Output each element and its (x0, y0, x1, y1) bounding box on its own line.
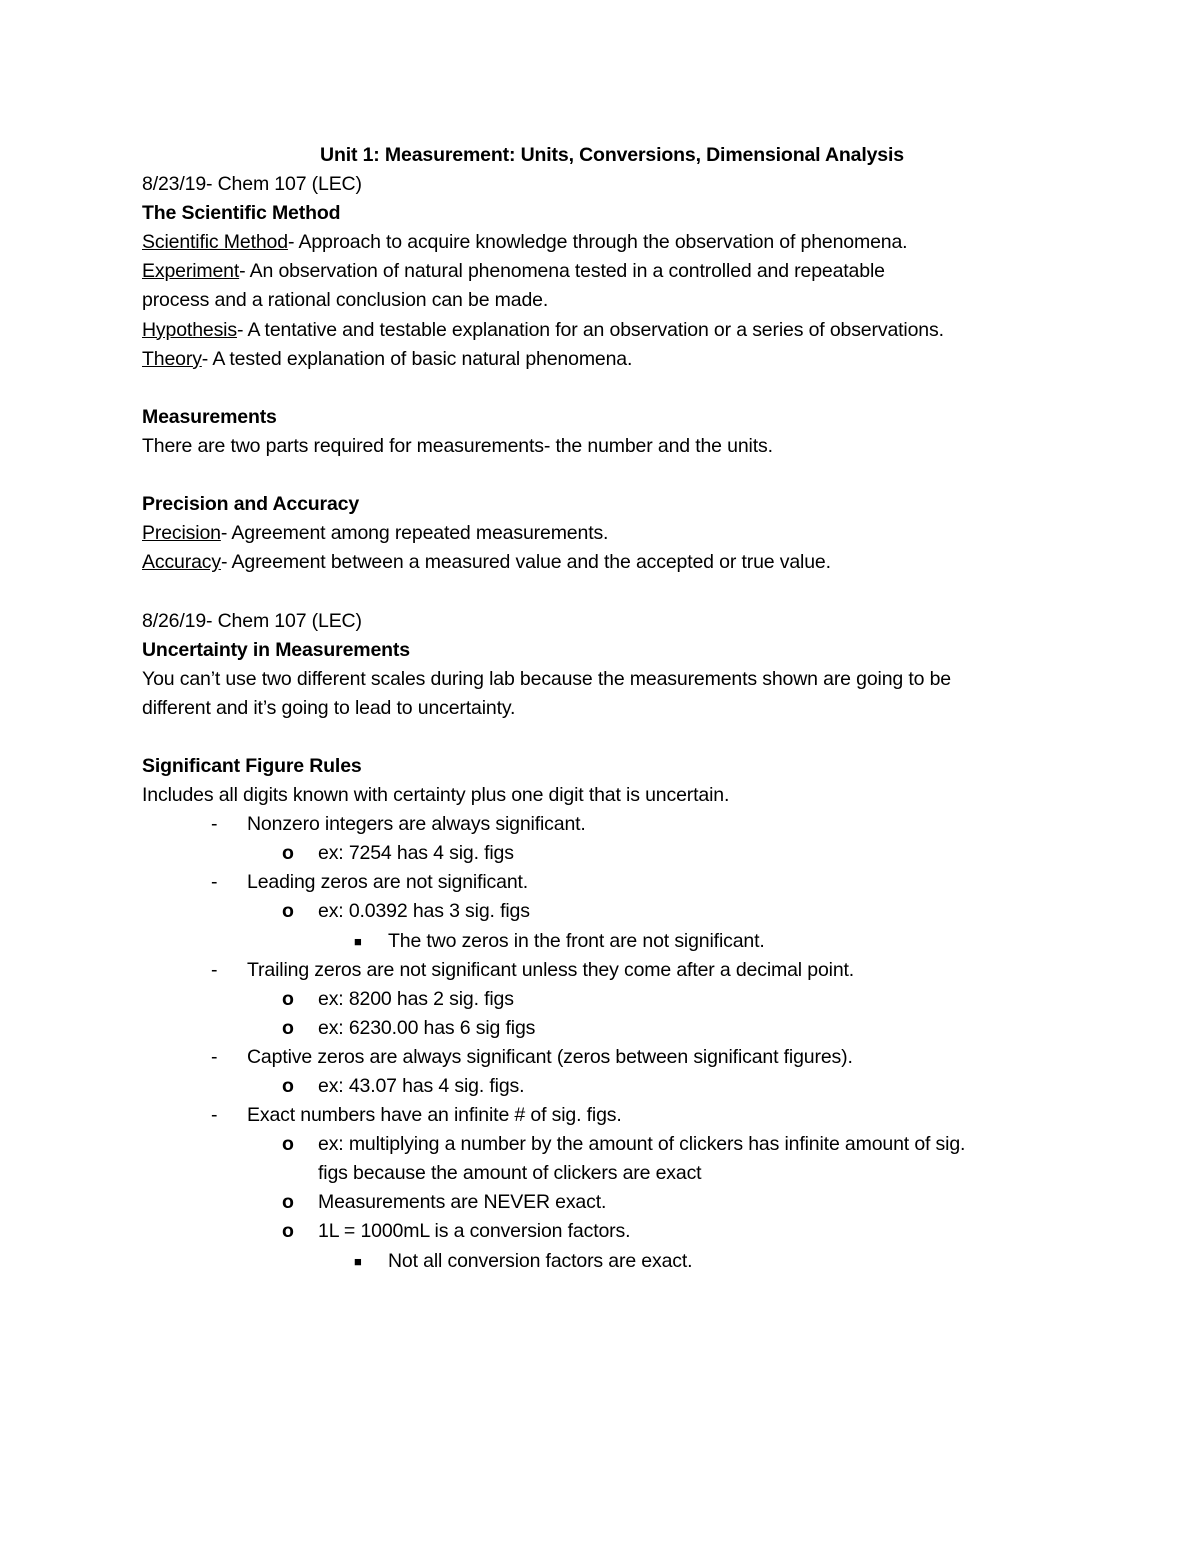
list-item (142, 1130, 1082, 1159)
term-experiment: Experiment (142, 260, 240, 283)
example-text-continued: figs because the amount of clickers are exact (318, 1162, 702, 1185)
list-item (142, 897, 1082, 926)
circle-bullet: o (282, 842, 294, 865)
precision-accuracy-heading: Precision and Accuracy (142, 493, 360, 516)
dash-bullet: - (211, 958, 218, 981)
uncertainty-heading: Uncertainty in Measurements (142, 638, 410, 661)
dash-bullet: - (211, 1104, 218, 1127)
list-item (142, 868, 1082, 897)
term-accuracy: Accuracy (142, 551, 221, 574)
sigfig-intro: Includes all digits known with certainty plus one digit that is uncertain. (142, 784, 730, 807)
list-item (142, 810, 1082, 839)
list-item-continued (142, 1159, 1082, 1188)
measurements-text: There are two parts required for measurements- the number and the units. (142, 434, 773, 457)
rule-leading-zeros: Leading zeros are not significant. (247, 871, 529, 894)
note-text: The two zeros in the front are not significant. (388, 929, 765, 952)
square-bullet: ■ (354, 1253, 362, 1269)
example-text: ex: 8200 has 2 sig. figs (318, 987, 514, 1010)
example-text: ex: multiplying a number by the amount of clickers has infinite amount of sig. (318, 1133, 966, 1156)
list-item (142, 956, 1082, 985)
blank-line (142, 374, 1082, 403)
example-text: Measurements are NEVER exact. (318, 1191, 607, 1214)
example-text: 1L = 1000mL is a conversion factors. (318, 1220, 631, 1243)
rule-captive-zeros: Captive zeros are always significant (zeros between significant figures). (247, 1045, 853, 1068)
definition-theory (142, 345, 1082, 374)
list-item (142, 1188, 1082, 1217)
note-text: Not all conversion factors are exact. (388, 1249, 693, 1272)
document-title: Unit 1: Measurement: Units, Conversions, Dimensional Analysis (320, 144, 904, 166)
circle-bullet: o (282, 900, 294, 923)
rule-exact-numbers: Exact numbers have an infinite # of sig. figs. (247, 1104, 622, 1127)
rule-nonzero: Nonzero integers are always significant. (247, 813, 586, 836)
definition-text: - An observation of natural phenomena tested in a controlled and repeatable (239, 260, 885, 283)
measurements-heading: Measurements (142, 405, 277, 428)
blank-line (142, 577, 1082, 606)
sigfig-heading: Significant Figure Rules (142, 754, 362, 777)
dash-bullet: - (211, 813, 218, 836)
lecture-date-1: 8/23/19- Chem 107 (LEC) (142, 173, 362, 196)
definition-hypothesis (142, 316, 1082, 345)
term-theory: Theory (142, 347, 202, 370)
square-bullet: ■ (354, 933, 362, 949)
list-item (142, 1247, 1082, 1276)
list-item (142, 1072, 1082, 1101)
definition-scientific-method (142, 228, 1082, 257)
definition-accuracy (142, 548, 1082, 577)
lecture-date-2: 8/26/19- Chem 107 (LEC) (142, 609, 362, 632)
circle-bullet: o (282, 1133, 294, 1156)
list-item (142, 839, 1082, 868)
list-item (142, 1014, 1082, 1043)
definition-precision (142, 519, 1082, 548)
term-precision: Precision (142, 522, 221, 545)
document-page (142, 141, 1082, 1276)
uncertainty-text-line-1: You can’t use two different scales during lab because the measurements shown are going to be (142, 667, 951, 690)
example-text: ex: 7254 has 4 sig. figs (318, 842, 514, 865)
circle-bullet: o (282, 1191, 294, 1214)
circle-bullet: o (282, 1220, 294, 1243)
rule-trailing-zeros: Trailing zeros are not significant unless they come after a decimal point. (247, 958, 855, 981)
uncertainty-text-line-2: different and it’s going to lead to uncertainty. (142, 696, 516, 719)
definition-text: - Agreement between a measured value and the accepted or true value. (221, 551, 831, 574)
example-text: ex: 0.0392 has 3 sig. figs (318, 900, 530, 923)
dash-bullet: - (211, 1045, 218, 1068)
definition-text: - Agreement among repeated measurements. (220, 522, 609, 545)
definition-experiment (142, 257, 1082, 286)
term-scientific-method: Scientific Method (142, 231, 288, 254)
list-item (142, 1101, 1082, 1130)
list-item (142, 1043, 1082, 1072)
scientific-method-heading: The Scientific Method (142, 202, 341, 225)
example-text: ex: 43.07 has 4 sig. figs. (318, 1075, 525, 1097)
example-text: ex: 6230.00 has 6 sig figs (318, 1016, 536, 1039)
definition-text: - A tentative and testable explanation for an observation or a series of observations. (236, 318, 944, 341)
definition-experiment-continued: process and a rational conclusion can be made. (142, 289, 549, 312)
list-item (142, 985, 1082, 1014)
blank-line (142, 723, 1082, 752)
blank-line (142, 461, 1082, 490)
list-item (142, 1217, 1082, 1246)
definition-text: - Approach to acquire knowledge through the observation of phenomena. (287, 231, 908, 254)
list-item (142, 927, 1082, 956)
definition-text: - A tested explanation of basic natural phenomena. (201, 347, 633, 370)
circle-bullet: o (282, 1075, 294, 1097)
term-hypothesis: Hypothesis (142, 318, 237, 341)
circle-bullet: o (282, 1016, 294, 1039)
circle-bullet: o (282, 987, 294, 1010)
dash-bullet: - (211, 871, 218, 894)
